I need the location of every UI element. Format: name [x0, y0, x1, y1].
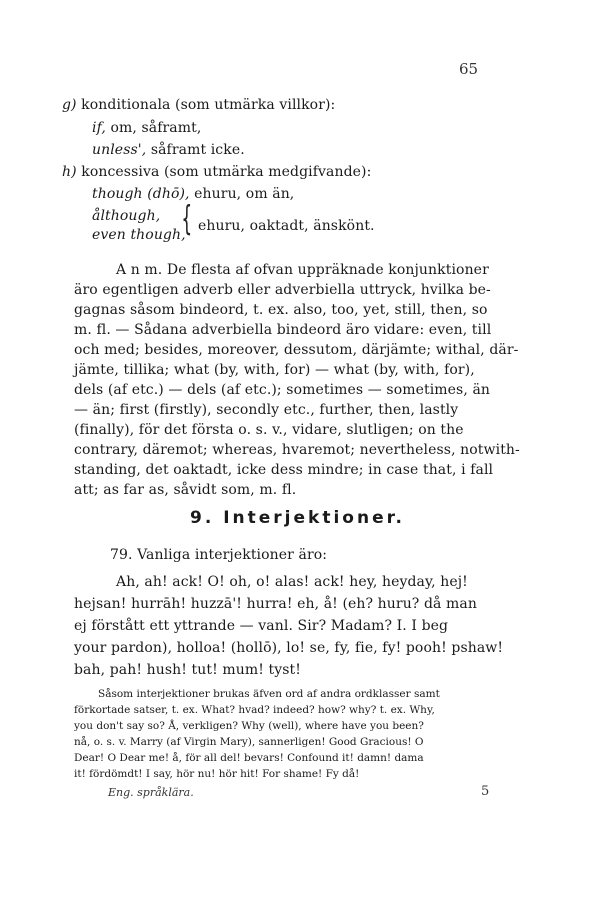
- list-item-g: [62, 97, 335, 113]
- list-label-g: g): [62, 97, 77, 113]
- note-line: you don't say so? Å, verkligen? Why (well), where have you been?: [74, 720, 424, 732]
- para79-line: hejsan! hurrāh! huzzā'! hurra! eh, å! (eh? huru? då man: [74, 596, 477, 612]
- note-line: Såsom interjektioner brukas äfven ord af andra ordklasser samt: [98, 688, 440, 700]
- note-line: nå, o. s. v. Marry (af Virgin Mary), sannerligen! Good Gracious! O: [74, 736, 424, 748]
- anm-line: contrary, däremot; whereas, hvaremot; nevertheless, notwith-: [74, 442, 520, 458]
- pronunciation-though: (dhō),: [142, 186, 190, 202]
- translation-unless: såframt icke.: [146, 142, 245, 158]
- page-number: 65: [459, 60, 479, 78]
- para79-line: Ah, ah! ack! O! oh, o! alas! ack! hey, heyday, hej!: [116, 574, 468, 590]
- list-subitem-if: [92, 120, 201, 136]
- anm-line: m. fl. — Sådana adverbiella bindeord äro vidare: even, till: [74, 322, 492, 338]
- list-text-g: konditionala (som utmärka villkor):: [76, 97, 336, 113]
- footer-title: Eng. språklära.: [108, 786, 194, 799]
- brace-glyph: {: [181, 199, 193, 239]
- translation-though: ehuru, om än,: [189, 186, 295, 202]
- para79-line: ej förstått ett yttrande — vanl. Sir? Madam? I. I beg: [74, 618, 449, 634]
- para79-line: 79. Vanliga interjektioner äro:: [110, 547, 328, 563]
- english-word-if: if,: [92, 120, 106, 136]
- list-item-h: [62, 164, 371, 180]
- english-word-although: ålthough,: [92, 208, 161, 224]
- brace-translation: ehuru, oaktadt, änskönt.: [198, 218, 375, 234]
- anm-line: A n m. De flesta af ofvan uppräknade konjunktioner: [116, 262, 489, 278]
- para79-line: your pardon), holloa! (hollō), lo! se, fy, fie, fy! pooh! pshaw!: [74, 640, 504, 656]
- list-text-h: koncessiva (som utmärka medgifvande):: [76, 164, 372, 180]
- para79-line: bah, pah! hush! tut! mum! tyst!: [74, 662, 301, 678]
- list-subitem-though: [92, 186, 294, 202]
- anm-line: gagnas såsom bindeord, t. ex. also, too, yet, still, then, so: [74, 302, 488, 318]
- anm-line: — än; first (firstly), secondly etc., further, then, lastly: [74, 402, 459, 418]
- list-subitem-unless: [92, 142, 245, 158]
- english-word-unless: unless',: [92, 142, 147, 158]
- english-word-even-though: even though,: [92, 227, 186, 243]
- anm-line: att; as far as, såvidt som, m. fl.: [74, 482, 297, 498]
- list-subitem-although: [92, 208, 160, 224]
- list-subitem-even-though: [92, 227, 186, 243]
- note-line: it! fördömdt! I say, hör nu! hör hit! For shame! Fy då!: [74, 768, 360, 780]
- anm-line: standing, det oaktadt, icke dess mindre; in case that, i fall: [74, 462, 494, 478]
- note-line: förkortade satser, t. ex. What? hvad? indeed? how? why? t. ex. Why,: [74, 704, 435, 716]
- section-heading: 9. Interjektioner.: [190, 508, 406, 528]
- anm-line: dels (af etc.) — dels (af etc.); sometimes — sometimes, än: [74, 382, 491, 398]
- english-word-though: though: [92, 186, 143, 202]
- anm-line: äro egentligen adverb eller adverbiella uttryck, hvilka be-: [74, 282, 491, 298]
- translation-if: om, såframt,: [105, 120, 202, 136]
- note-line: Dear! O Dear me! å, för all del! bevars! Confound it! damn! dama: [74, 752, 424, 764]
- footer-signature: 5: [481, 784, 490, 799]
- anm-line: och med; besides, moreover, dessutom, därjämte; withal, där-: [74, 342, 519, 358]
- anm-line: (finally), för det första o. s. v., vidare, slutligen; on the: [74, 422, 464, 438]
- list-label-h: h): [62, 164, 77, 180]
- anm-line: jämte, tillika; what (by, with, for) — what (by, with, for),: [74, 362, 475, 378]
